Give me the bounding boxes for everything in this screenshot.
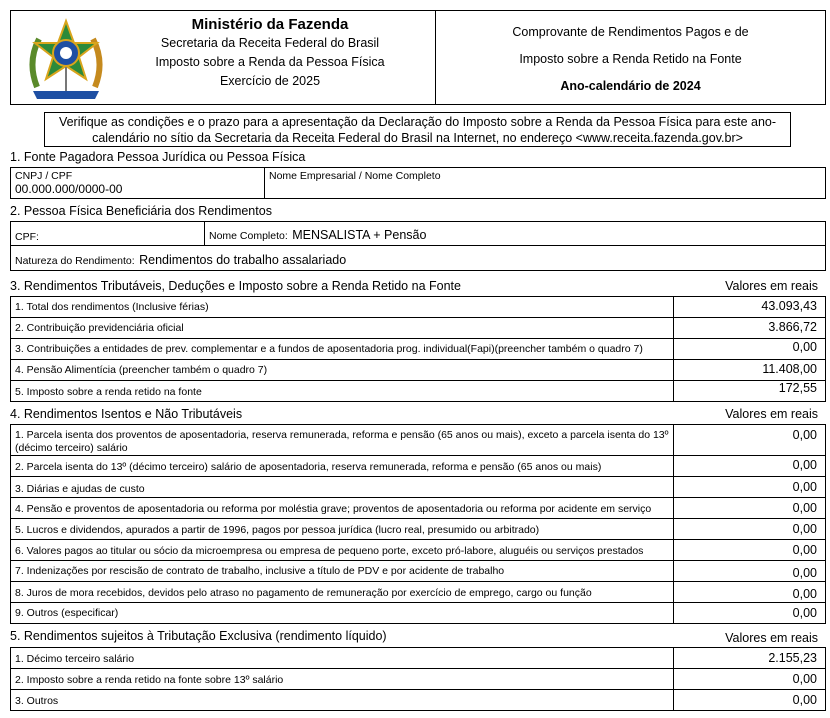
nome-completo-cell [204,221,826,246]
document-title-block [436,19,825,100]
sec4-row9-label: 9. Outros (especificar) [10,602,674,624]
sec4-row5-label: 5. Lucros e dividendos, apurados a partir de 1996, pagos por pessoa jurídica (lucro real, presumido ou arbitrado) [10,518,674,540]
header-title-block [111,15,429,91]
cnpj-value: 00.000.000/0000-00 [15,182,123,196]
sec3-row3-label: 3. Contribuições a entidades de prev. complementar e a fundos de aposentadoria prog. individual(Fapi)(preencher também o quadro 7) [10,338,674,360]
sec4-row5-value: 0,00 [673,518,826,540]
natureza-cell [10,245,826,271]
sec3-units: Valores em reais [725,279,818,293]
sec2-title: 2. Pessoa Física Beneficiária dos Rendimentos [10,204,272,218]
sec3-row3-value: 0,00 [673,338,826,360]
sec5-row2-value: 0,00 [673,668,826,690]
sec4-row8-value: 0,00 [673,581,826,603]
sec4-row1-value: 0,00 [673,424,826,456]
sec4-row7-value: 0,00 [673,560,826,582]
imposto-text: Imposto sobre a Renda da Pessoa Física [155,55,385,69]
sec3-title: 3. Rendimentos Tributáveis, Deduções e Imposto sobre a Renda Retido na Fonte [10,279,461,293]
sec4-row8-label: 8. Juros de mora recebidos, devidos pelo atraso no pagamento de remuneração por exercício de emprego, cargo ou função [10,581,674,603]
sec3-row2-label: 2. Contribuição previdenciária oficial [10,317,674,339]
notice-line1: Verifique as condições e o prazo para a apresentação da Declaração do Imposto sobre a Renda da Pessoa Física para este ano- [58,115,777,129]
cpf-label: CPF: [15,231,39,243]
nome-completo-label: Nome Completo: [209,230,288,242]
ano-calendario: Ano-calendário de 2024 [560,79,701,93]
secretaria-text: Secretaria da Receita Federal do Brasil [160,36,380,50]
ministry-title: Ministério da Fazenda [191,16,349,33]
nome-empresarial-label: Nome Empresarial / Nome Completo [269,170,441,182]
sec4-row3-label: 3. Diárias e ajudas de custo [10,476,674,498]
sec3-row4-label: 4. Pensão Alimentícia (preencher também o quadro 7) [10,359,674,381]
sec4-row4-value: 0,00 [673,497,826,519]
header-left-box [10,10,436,105]
doc-title-line2: Imposto sobre a Renda Retido na Fonte [519,52,742,66]
sec1-title: 1. Fonte Pagadora Pessoa Jurídica ou Pessoa Física [10,150,306,164]
sec4-row4-label: 4. Pensão e proventos de aposentadoria ou reforma por moléstia grave; proventos de aposentadoria ou reforma por acidente em serviço [10,497,674,519]
exercicio-text: Exercício de 2025 [219,74,321,88]
notice-box [44,112,791,147]
sec4-title: 4. Rendimentos Isentos e Não Tributáveis [10,407,243,421]
sec3-row2-value: 3.866,72 [673,317,826,339]
sec4-row1-label: 1. Parcela isenta dos proventos de aposentadoria, reserva remunerada, reforma e pensão (65 anos ou mais), exceto a parcela isenta do 13º (décimo terceiro) salário [10,424,674,456]
sec4-row7-label: 7. Indenizações por rescisão de contrato de trabalho, inclusive a título de PDV e por acidente de trabalho [10,560,674,582]
cpf-cell [10,221,205,246]
sec3-row1-label: 1. Total dos rendimentos (Inclusive férias) [10,296,674,318]
cnpj-label: CNPJ / CPF [15,170,73,182]
sec5-row3-label: 3. Outros [10,689,674,711]
natureza-value: Rendimentos do trabalho assalariado [139,253,347,267]
sec5-units: Valores em reais [725,631,818,645]
sec4-row9-value: 0,00 [673,602,826,624]
sec5-row2-label: 2. Imposto sobre a renda retido na fonte sobre 13º salário [10,668,674,690]
nome-empresarial-cell [264,167,826,199]
header-right-box [435,10,826,105]
natureza-label: Natureza do Rendimento: [15,255,135,267]
cnpj-cell [10,167,265,199]
sec4-row6-value: 0,00 [673,539,826,561]
sec3-row4-value: 11.408,00 [673,359,826,381]
sec4-row2-label: 2. Parcela isenta do 13º (décimo terceiro) salário de aposentadoria, reserva remunerada, reforma e pensão (65 anos ou mais) [10,455,674,477]
sec5-row1-value: 2.155,23 [673,647,826,669]
sec4-row2-value: 0,00 [673,455,826,477]
sec4-row6-label: 6. Valores pagos ao titular ou sócio da microempresa ou empresa de pequeno porte, exceto pró-labore, aluguéis ou serviços prestados [10,539,674,561]
doc-title-line1: Comprovante de Rendimentos Pagos e de [512,25,749,39]
sec3-row5-label: 5. Imposto sobre a renda retido na fonte [10,380,674,402]
notice-line2: calendário no sítio da Secretaria da Receita Federal do Brasil na Internet, no endereço <www.receita.fazenda.gov.br> [92,131,743,145]
sec3-row1-value: 43.093,43 [673,296,826,318]
sec3-row5-value: 172,55 [673,380,826,402]
sec5-title: 5. Rendimentos sujeitos à Tributação Exclusiva (rendimento líquido) [10,629,387,643]
sec4-row3-value: 0,00 [673,476,826,498]
sec5-row1-label: 1. Décimo terceiro salário [10,647,674,669]
sec5-row3-value: 0,00 [673,689,826,711]
nome-completo-value: MENSALISTA + Pensão [292,228,427,242]
brazil-coat-of-arms-icon [25,17,107,107]
sec4-units: Valores em reais [725,407,818,421]
